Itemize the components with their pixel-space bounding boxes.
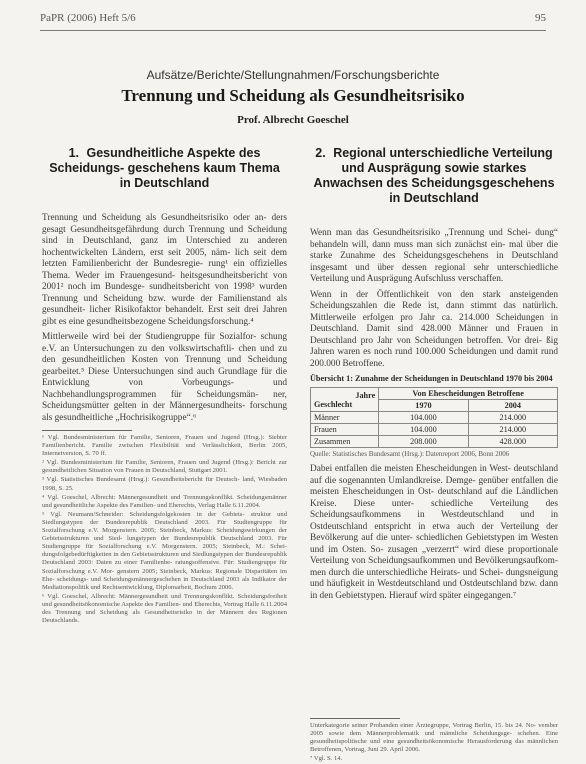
table-cell: 214.000 [468, 412, 557, 424]
paragraph: Wenn man das Gesundheitsrisiko „Trennung und Schei- dung“ behandeln will, dann muss man sich zunächst ein- mal über die starke Zunahme des Scheidungsgeschehens in Deutschland insgesamt und über dessen regional sehr unterschiedliche Verteilung und Ausprägung Aufschluss verschaffen. [310, 228, 558, 284]
table-cell-label: Zusammen [311, 436, 379, 448]
header-rule [40, 30, 546, 31]
footnote-divider [42, 430, 132, 431]
table-cell: 214.000 [468, 424, 557, 436]
table-header-geschlecht-label: Geschlecht [314, 399, 353, 409]
footnote: ² Vgl. Bundesministerium für Familie, Senioren, Frauen und Jugend (Hrsg.): Bericht zur gesundheitlichen Situation von Frauen in Deutschland, Stuttgart 2001. [42, 459, 287, 475]
table-header-2004: 2004 [468, 400, 557, 412]
footnote: ³ Vgl. Statistisches Bundesamt (Hrsg.): Gesundheitsbericht für Deutsch- land, Wiesbaden 1998, S. 25. [42, 476, 287, 492]
table-row [311, 424, 558, 436]
section-1-number: 1. [68, 146, 80, 160]
table-row [311, 436, 558, 448]
table-header-geschlecht [311, 388, 379, 412]
table-cell: 208.000 [379, 436, 468, 448]
journal-issue: PaPR (2006) Heft 5/6 [40, 12, 136, 24]
table-header-jahre: Jahre [355, 390, 376, 400]
table-source: Quelle: Statistisches Bundesamt (Hrsg.): Datenreport 2006, Bonn 2006 [310, 450, 510, 458]
left-column [42, 146, 287, 626]
footnote: ⁵ Vgl. Neumann/Schneider: Scheidungsfolgekosten in der Gebiets- struktur und Siedlungstypen der Bundesrepublik Deutschland 2003. Für Studiengruppe für Sozialforschung e.V. Morgenstern. 2005; Steinbeck, Markus: Scheidungswirkungen der Gebietsstrukturen und Sied- lungstypen der Bundesrepublik Deutschland 2003. Für Studiengruppe für Sozialforschung e.V. Morgenstern. 2005; Steinbeck, M.: Schei- dungsfolgebedürftigkeiten in den Gebietsstrukturen und Siedlungstypen der Bundesrepublik Deutschland 2003: Daten zu einer Familienbe- ratungsoffensive. Für: Studiengruppe für Sozialforschung e.V. Mor- genstern 2005; Steinbeck, Markus: Regionale Disparitäten im Ehe- scheidungs- und Scheidungsmännergeschehen in Deutschland 2003 als Indikator der Mediationspolitik und Rechtsentwicklung, Diplomarbeit, Bochum 2006. [42, 510, 287, 591]
footnote-divider [310, 718, 400, 719]
section-kicker: Aufsätze/Berichte/Stellungnahmen/Forschungsberichte [146, 68, 440, 82]
page-number: 95 [535, 12, 546, 24]
right-column [310, 146, 558, 606]
section-1-heading [42, 146, 287, 191]
table-cell-label: Frauen [311, 424, 379, 436]
table-cell: 104.000 [379, 424, 468, 436]
footnote: ⁶ Vgl. Goeschel, Albrecht: Männergesundheit und Trennungskonflikt. Scheidungsfreiheit und gesundheitsökonomische Aspekte des Familien- und Eherechts, Vortrag Halle 6.11.2004 des Trennung und Scheidung als Gesundheitsrisiko in der Männern des Regionen Deutschlands. [42, 592, 287, 625]
paragraph: Dabei entfallen die meisten Ehescheidungen in West- deutschland auf die sogenannten Umlandkreise. Demge- genüber entfallen die meisten Ehescheidungen in Ost- deutschland auf die Ländlichen Kreise. Diese unter- schiedliche Verteilung des Scheidungsaufkommens in Westdeutschland und in Ostdeutschland entspricht in etwa auch der Verteilung der Bevölkerung auf die unter- schiedlichen Gebietstypen im Westen und im Osten. So- zusagen „verzerrt“ wird diese proportionale Verteilung von Scheidungsaufkommen und Bevölkerungsaufkom- men durch die unterschiedliche Heirats- und Schei- dungsneigung und häufigkeit in Westdeutschland und Ostdeutschland bzw. dann in den Gebietstypen. Hierauf wird später eingegangen.⁷ [310, 464, 558, 601]
paragraph: Mittlerweile wird bei der Studiengruppe für Sozialfor- schung e.V. an Untersuchungen zu den volkswirtschaftli- chen und zu den gesundheitlichen Kosten von Trennung und Scheidung gearbeitet.⁵ Diese Untersuchungen sind auch Grundlage für die Entwicklung von Vorbeugungs- und Nachbehandlungsprogrammen für Scheidungsmän- ner, Scheidungsmütter gelten in der Männergesundheits- forschung als gesundheitliche „Hochrisikogruppe“.⁶ [42, 332, 287, 423]
section-2-title: Regional unterschiedliche Verteilung und Ausprägung sowie starkes Anwachsen des Scheidungsgeschehens in Deutschland [313, 146, 555, 205]
table-cell: 428.000 [468, 436, 557, 448]
table-header-group: Von Ehescheidungen Betroffene [379, 388, 558, 400]
section-1-title: Gesundheitliche Aspekte des Scheidungs- geschehens kaum Thema in Deutschland [49, 146, 280, 190]
divorce-table [310, 387, 558, 448]
table-cell: 104.000 [379, 412, 468, 424]
footnote: ¹ Vgl. Bundesministerium für Familie, Senioren, Frauen und Jugend (Hrsg.): Siebter Familienbericht. Familie zwischen Flexibilität und Verlässlichkeit, Berlin 2005, Internetversion, S. 70 ff. [42, 434, 287, 458]
section-2-heading [310, 146, 558, 206]
table-cell-label: Männer [311, 412, 379, 424]
article-title: Trennung und Scheidung als Gesundheitsrisiko [121, 86, 465, 105]
footnote: Unterkategorie seiner Probanden einer Ärztegruppe, Vortrag Berlin, 15. bis 24. No- vember 2005 sowie dem Männerproblematik und männliche Scheidungsge- schehen. Eine gesundheitspolitische und eine gesundheitsökonomische Herausforderung das männlichen Betroffenen, Vortrag, Juni 29. April 2006. [310, 722, 558, 754]
table-caption: Übersicht 1: Zunahme der Scheidungen in Deutschland 1970 bis 2004 [310, 374, 553, 383]
paragraph: Trennung und Scheidung als Gesundheitsrisiko oder an- ders gesagt Gesundheitsgefährdung durch Trennung und Scheidung sind in Deutschland, ganz im Unterschied zu anderen hochentwickelten Ländern, erst seit 2005, näm- lich seit dem letzten Familienbericht der Bundesregie- rung¹ ein offizielles Thema. Weder im Frauengesund- heitsgesundheitsbericht von 2001² noch im Bundesge- sundheitsbericht von 1998³ wurden Trennung und Scheidung bzw. wurde der Familienstand als gesundheit- licher Risikofaktor behandelt. Erst seit drei Jahren gibt es eine gesundheitsbezogene Scheidungsforschung.⁴ [42, 213, 287, 327]
footnote: ⁴ Vgl. Goeschel, Albrecht: Männergesundheit und Trennungskonflikt. Scheidungsmänner und gesundheitliche Aspekte des Familien- und Eherechts, Verlag Halle 6.11.2004. [42, 493, 287, 509]
section-2-number: 2. [315, 146, 326, 160]
paragraph: Wenn in der Öffentlichkeit von den stark ansteigenden Scheidungszahlen die Rede ist, dann stimmt das natürlich. Mittlerweile erfolgen pro Jahr ca. 214.000 Scheidungen in Deutschland. Damit sind 428.000 Männer und Frauen in Deutschland pro Jahr von Scheidungen betroffen. Vor drei- ßig Jahren waren es noch rund 100.000 Scheidungen und damit rund 200.000 Betroffene. [310, 289, 558, 369]
author: Prof. Albrecht Goeschel [237, 114, 349, 126]
footnote: ⁷ Vgl. S. 14. [310, 755, 343, 763]
right-footnotes [310, 712, 558, 764]
table-row [311, 412, 558, 424]
table-header-1970: 1970 [379, 400, 468, 412]
running-header [40, 12, 546, 28]
